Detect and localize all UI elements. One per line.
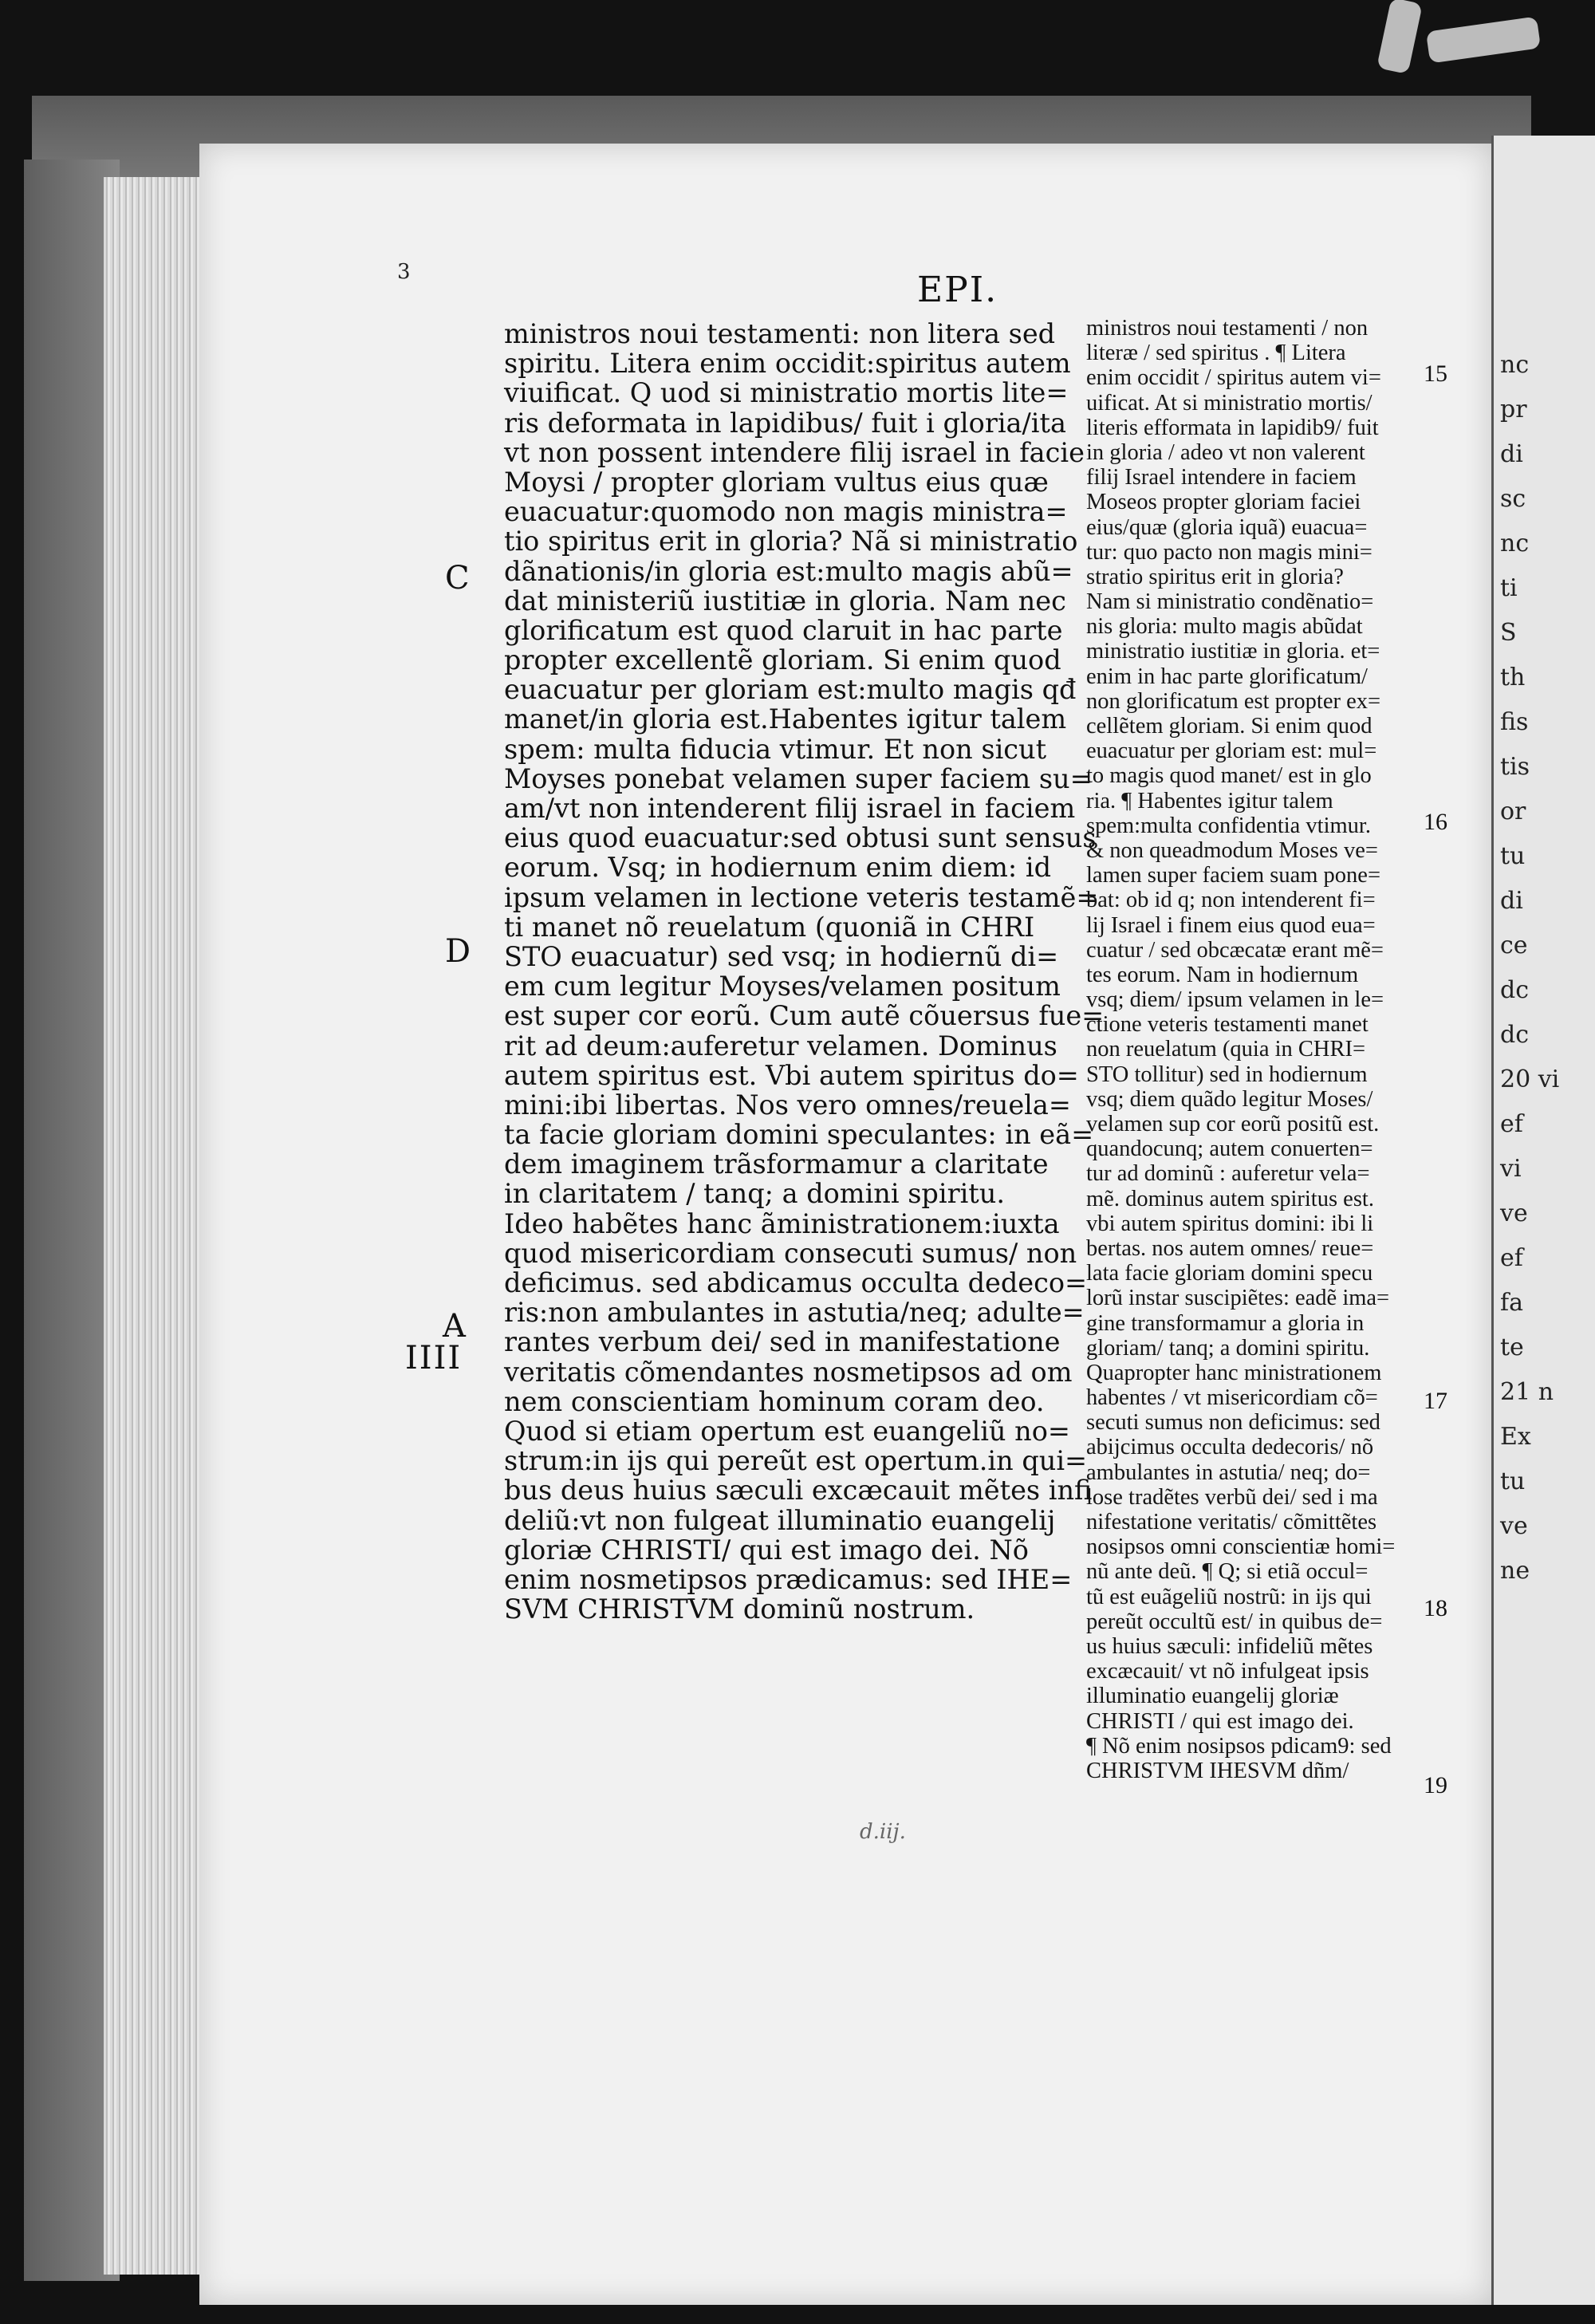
- translation-line: cellẽtem gloriam. Si enim quod: [1086, 714, 1372, 739]
- translation-line: abijcimus occulta dedecoris/ nõ: [1086, 1435, 1374, 1460]
- text-line: vt non possent intendere filij israel in facie: [504, 436, 1085, 468]
- text-line: est super cor eorũ. Cum autẽ cõuersus fue=: [504, 1000, 1105, 1032]
- folio-number: 3: [397, 260, 411, 284]
- page-edges-stack: [104, 177, 215, 2275]
- text-line: tio spiritus erit in gloria? Nã si ministratio: [504, 526, 1078, 557]
- translation-line: nis gloria: multo magis abũdat: [1086, 614, 1363, 640]
- right-page-fragment: [1491, 136, 1595, 2305]
- right-page-line-fragment: tis: [1500, 753, 1530, 781]
- text-line: manet/in gloria est.Habentes igitur talem: [504, 703, 1067, 735]
- translation-line: lamen super faciem suam pone=: [1086, 863, 1381, 888]
- right-page-line-fragment: ef: [1500, 1244, 1523, 1272]
- text-line: viuificat. Q uod si ministratio mortis lite=: [504, 377, 1069, 409]
- text-line: euacuatur:quomodo non magis ministra=: [504, 496, 1068, 528]
- translation-line: euacuatur per gloriam est: mul=: [1086, 739, 1377, 764]
- right-page-line-fragment: dc: [1500, 1021, 1530, 1049]
- text-line: rit ad deum:auferetur velamen. Dominus: [504, 1030, 1057, 1062]
- right-page-line-fragment: ef: [1500, 1110, 1523, 1138]
- translation-line: cuatur / sed obcæcatæ erant mẽ=: [1086, 937, 1384, 963]
- right-page-line-fragment: ve: [1500, 1512, 1528, 1540]
- right-page-line-fragment: ce: [1500, 932, 1528, 959]
- right-page-line-fragment: sc: [1500, 485, 1526, 513]
- translation-line: & non queadmodum Moses ve=: [1086, 837, 1378, 863]
- translation-line: literis efformata in lapidib9/ fuit: [1086, 415, 1379, 440]
- text-line: bus deus huius sæculi excæcauit mẽtes infi: [504, 1475, 1093, 1507]
- translation-line: bat: ob id q; non intenderent fi=: [1086, 888, 1376, 913]
- text-line: eius quod euacuatur:sed obtusi sunt sensus: [504, 822, 1097, 854]
- text-line: mini:ibi libertas. Nos vero omnes/reuela=: [504, 1089, 1071, 1121]
- translation-line: bertas. nos autem omnes/ reue=: [1086, 1235, 1374, 1261]
- verse-number-19: 19: [1424, 1772, 1447, 1798]
- text-line: quod misericordiam consecuti sumus/ non: [504, 1237, 1077, 1269]
- margin-letter-c: C: [445, 560, 470, 597]
- translation-line: nũ ante deũ. ¶ Q; si etiã occul=: [1086, 1559, 1369, 1585]
- text-line: dãnationis/in gloria est:multo magis abũ=: [504, 555, 1073, 587]
- text-line: ministros noui testamenti: non litera sed: [504, 318, 1056, 349]
- translation-line: STO tollitur) sed in hodiernum: [1086, 1062, 1368, 1087]
- translation-line: vsq; diem quãdo legitur Moses/: [1086, 1086, 1373, 1112]
- verse-number-17: 17: [1424, 1388, 1447, 1414]
- translation-line: lij Israel i finem eius quod eua=: [1086, 912, 1376, 938]
- right-page-line-fragment: Ex: [1500, 1423, 1531, 1451]
- translation-line: Nam si ministratio condẽnatio=: [1086, 589, 1374, 615]
- text-line: spem: multa fiducia vtimur. Et non sicut: [504, 733, 1047, 765]
- text-line: Quod si etiam opertum est euangeliũ no=: [504, 1415, 1070, 1447]
- right-page-line-fragment: nc: [1500, 530, 1530, 557]
- right-page-line-fragment: tu: [1500, 842, 1526, 870]
- right-page-line-fragment: fis: [1500, 708, 1529, 736]
- text-line: Moysi / propter gloriam vultus eius quæ: [504, 466, 1049, 498]
- right-page-line-fragment: ve: [1500, 1199, 1528, 1227]
- translation-line: literæ / sed spiritus . ¶ Litera: [1086, 341, 1346, 366]
- translation-line: non glorificatum est propter ex=: [1086, 688, 1381, 714]
- text-line: dat ministeriũ iustitiæ in gloria. Nam nec: [504, 585, 1066, 616]
- translation-line: CHRISTI / qui est imago dei.: [1086, 1708, 1354, 1734]
- margin-letter-a: A: [443, 1308, 466, 1345]
- translation-line: CHRISTVM IHESVM dñm/: [1086, 1758, 1349, 1783]
- translation-line: spem:multa confidentia vtimur.: [1086, 813, 1371, 838]
- translation-line: gine transformamur a gloria in: [1086, 1310, 1365, 1336]
- translation-line: ambulantes in astutia/ neq; do=: [1086, 1459, 1371, 1485]
- text-line: deficimus. sed abdicamus occulta dedeco=: [504, 1267, 1088, 1298]
- right-page-line-fragment: te: [1500, 1333, 1524, 1361]
- translation-line: enim in hac parte glorificatum/: [1086, 664, 1368, 689]
- translation-line: uificat. At si ministratio mortis/: [1086, 390, 1372, 416]
- translation-line: us huius sæculi: infideliũ mẽtes: [1086, 1633, 1373, 1659]
- translation-line: nifestatione veritatis/ cõmittẽtes: [1086, 1510, 1377, 1534]
- text-line: em cum legitur Moyses/velamen positum: [504, 971, 1061, 1002]
- translation-line: ministros noui testamenti / non: [1086, 316, 1369, 341]
- text-line: ris:non ambulantes in astutia/neq; adulte=: [504, 1297, 1085, 1329]
- right-page-line-fragment: di: [1500, 440, 1523, 468]
- verse-number-15: 15: [1424, 360, 1447, 387]
- translation-line: lose tradẽtes verbũ dei/ sed i ma: [1086, 1484, 1378, 1510]
- right-page-line-fragment: th: [1500, 664, 1526, 691]
- right-page-line-fragment: dc: [1500, 976, 1530, 1004]
- text-line: ipsum velamen in lectione veteris testamẽ=: [504, 881, 1099, 913]
- translation-line: quandocunq; autem conuerten=: [1086, 1136, 1373, 1162]
- text-line: propter excellentẽ gloriam. Si enim quod: [504, 644, 1061, 676]
- translation-line: secuti sumus non deficimus: sed: [1086, 1410, 1380, 1436]
- translation-line: in gloria / adeo vt non valerent: [1086, 439, 1365, 465]
- binding-string-tail: [1426, 16, 1541, 63]
- translation-line: ria. ¶ Habentes igitur talem: [1086, 788, 1333, 813]
- right-page-line-fragment: ti: [1500, 574, 1518, 602]
- translation-line: vsq; diem/ ipsum velamen in le=: [1086, 987, 1384, 1013]
- signature-mark: d.iij.: [860, 1820, 906, 1844]
- verse-number-18: 18: [1424, 1595, 1447, 1621]
- translation-line: velamen sup cor eorũ positũ est.: [1086, 1112, 1380, 1136]
- text-line: rantes verbum dei/ sed in manifestatione: [504, 1326, 1061, 1358]
- right-page-line-fragment: 21 n: [1500, 1378, 1554, 1406]
- translation-line: pereũt occultũ est/ in quibus de=: [1086, 1609, 1383, 1634]
- translation-line: tur: quo pacto non magis mini=: [1086, 539, 1372, 565]
- text-line: in claritatem / tanq; a domini spiritu.: [504, 1178, 1005, 1210]
- translation-line: non reuelatum (quia in CHRI=: [1086, 1037, 1366, 1062]
- translation-text-column: [1086, 316, 1445, 1783]
- translation-line: tur ad dominũ : auferetur vela=: [1086, 1161, 1370, 1187]
- translation-line: habentes / vt misericordiam cõ=: [1086, 1385, 1378, 1411]
- text-line: glorificatum est quod claruit in hac parte: [504, 614, 1063, 646]
- translation-line: lata facie gloriam domini specu: [1086, 1261, 1373, 1286]
- translation-line: enim occidit / spiritus autem vi=: [1086, 365, 1381, 391]
- translation-line: filij Israel intendere in faciem: [1086, 465, 1357, 490]
- translation-line: ctione veteris testamenti manet: [1086, 1012, 1369, 1038]
- right-page-line-fragment: vi: [1500, 1155, 1522, 1183]
- chapter-number: IIII: [405, 1340, 463, 1377]
- translation-line: ¶ Nõ enim nosipsos pdicam9: sed: [1086, 1733, 1392, 1759]
- text-line: STO euacuatur) sed vsq; in hodiernũ di=: [504, 940, 1059, 972]
- text-line: Ideo habẽtes hanc ãministrationem:iuxta: [504, 1207, 1060, 1239]
- translation-line: gloriam/ tanq; a domini spiritu.: [1086, 1335, 1370, 1361]
- translation-line: excæcauit/ vt nõ infulgeat ipsis: [1086, 1659, 1369, 1684]
- text-line: eorum. Vsq; in hodiernum enim diem: id: [504, 852, 1052, 884]
- translation-line: nosipsos omni conscientiæ homi=: [1086, 1534, 1396, 1560]
- text-line: ta facie gloriam domini speculantes: in eã=: [504, 1119, 1094, 1151]
- translation-line: lorũ instar suscipiẽtes: eadẽ ima=: [1086, 1286, 1390, 1311]
- translation-line: ministratio iustitiæ in gloria. et=: [1086, 639, 1380, 664]
- text-line: deliũ:vt non fulgeat illuminatio euangelij: [504, 1504, 1056, 1536]
- text-line: autem spiritus est. Vbi autem spiritus do=: [504, 1059, 1079, 1091]
- text-line: Moyses ponebat velamen super faciem su=: [504, 762, 1093, 794]
- right-page-line-fragment: pr: [1500, 396, 1527, 423]
- text-line: euacuatur per gloriam est:multo magis qđ: [504, 674, 1077, 706]
- translation-line: eius/quæ (gloria iquã) euacua=: [1086, 514, 1368, 540]
- translation-line: tes eorum. Nam in hodiernum: [1086, 962, 1359, 987]
- text-line: am/vt non intenderent filij israel in faciem: [504, 793, 1076, 824]
- text-line: gloriæ CHRISTI/ qui est imago dei. Nõ: [504, 1534, 1029, 1566]
- text-line: ris deformata in lapidibus/ fuit i gloria/ita: [504, 407, 1066, 439]
- text-line: enim nosmetipsos prædicamus: sed IHE=: [504, 1563, 1073, 1595]
- translation-line: vbi autem spiritus domini: ibi li: [1086, 1211, 1374, 1236]
- right-page-line-fragment: ne: [1500, 1557, 1530, 1585]
- translation-line: Quapropter hanc ministrationem: [1086, 1360, 1382, 1385]
- running-title: EPI.: [917, 270, 998, 310]
- translation-line: Moseos propter gloriam faciei: [1086, 490, 1361, 515]
- main-text-column: [504, 318, 1105, 1625]
- text-line: spiritu. Litera enim occidit:spiritus autem: [504, 348, 1071, 380]
- right-page-line-fragment: nc: [1500, 351, 1530, 379]
- text-line: strum:in ijs qui pereũt est opertum.in qui=: [504, 1445, 1088, 1477]
- text-line: dem imaginem trãsformamur a claritate: [504, 1148, 1049, 1180]
- text-line: veritatis cõmendantes nosmetipsos ad om: [504, 1356, 1073, 1388]
- margin-letter-d: D: [445, 933, 471, 970]
- right-page-line-fragment: 20 vi: [1500, 1065, 1560, 1093]
- verse-number-16: 16: [1424, 809, 1447, 835]
- right-page-line-fragment: tu: [1500, 1467, 1526, 1495]
- text-line: ti manet nõ reuelatum (quoniã in CHRI: [504, 911, 1035, 943]
- translation-line: tũ est euãgeliũ nostrũ: in ijs qui: [1086, 1584, 1372, 1609]
- text-line: nem conscientiam hominum coram deo.: [504, 1385, 1045, 1417]
- translation-line: mẽ. dominus autem spiritus est.: [1086, 1186, 1374, 1211]
- binding-string: [1376, 0, 1423, 74]
- translation-line: illuminatio euangelij gloriæ: [1086, 1684, 1339, 1709]
- right-page-line-fragment: or: [1500, 798, 1526, 825]
- right-page-line-fragment: S: [1500, 619, 1517, 647]
- translation-line: to magis quod manet/ est in glo: [1086, 763, 1372, 789]
- right-page-line-fragment: fa: [1500, 1289, 1523, 1317]
- right-page-line-fragment: di: [1500, 887, 1523, 915]
- text-line: SVM CHRISTVM dominũ nostrum.: [504, 1593, 975, 1625]
- translation-line: stratio spiritus erit in gloria?: [1086, 564, 1344, 589]
